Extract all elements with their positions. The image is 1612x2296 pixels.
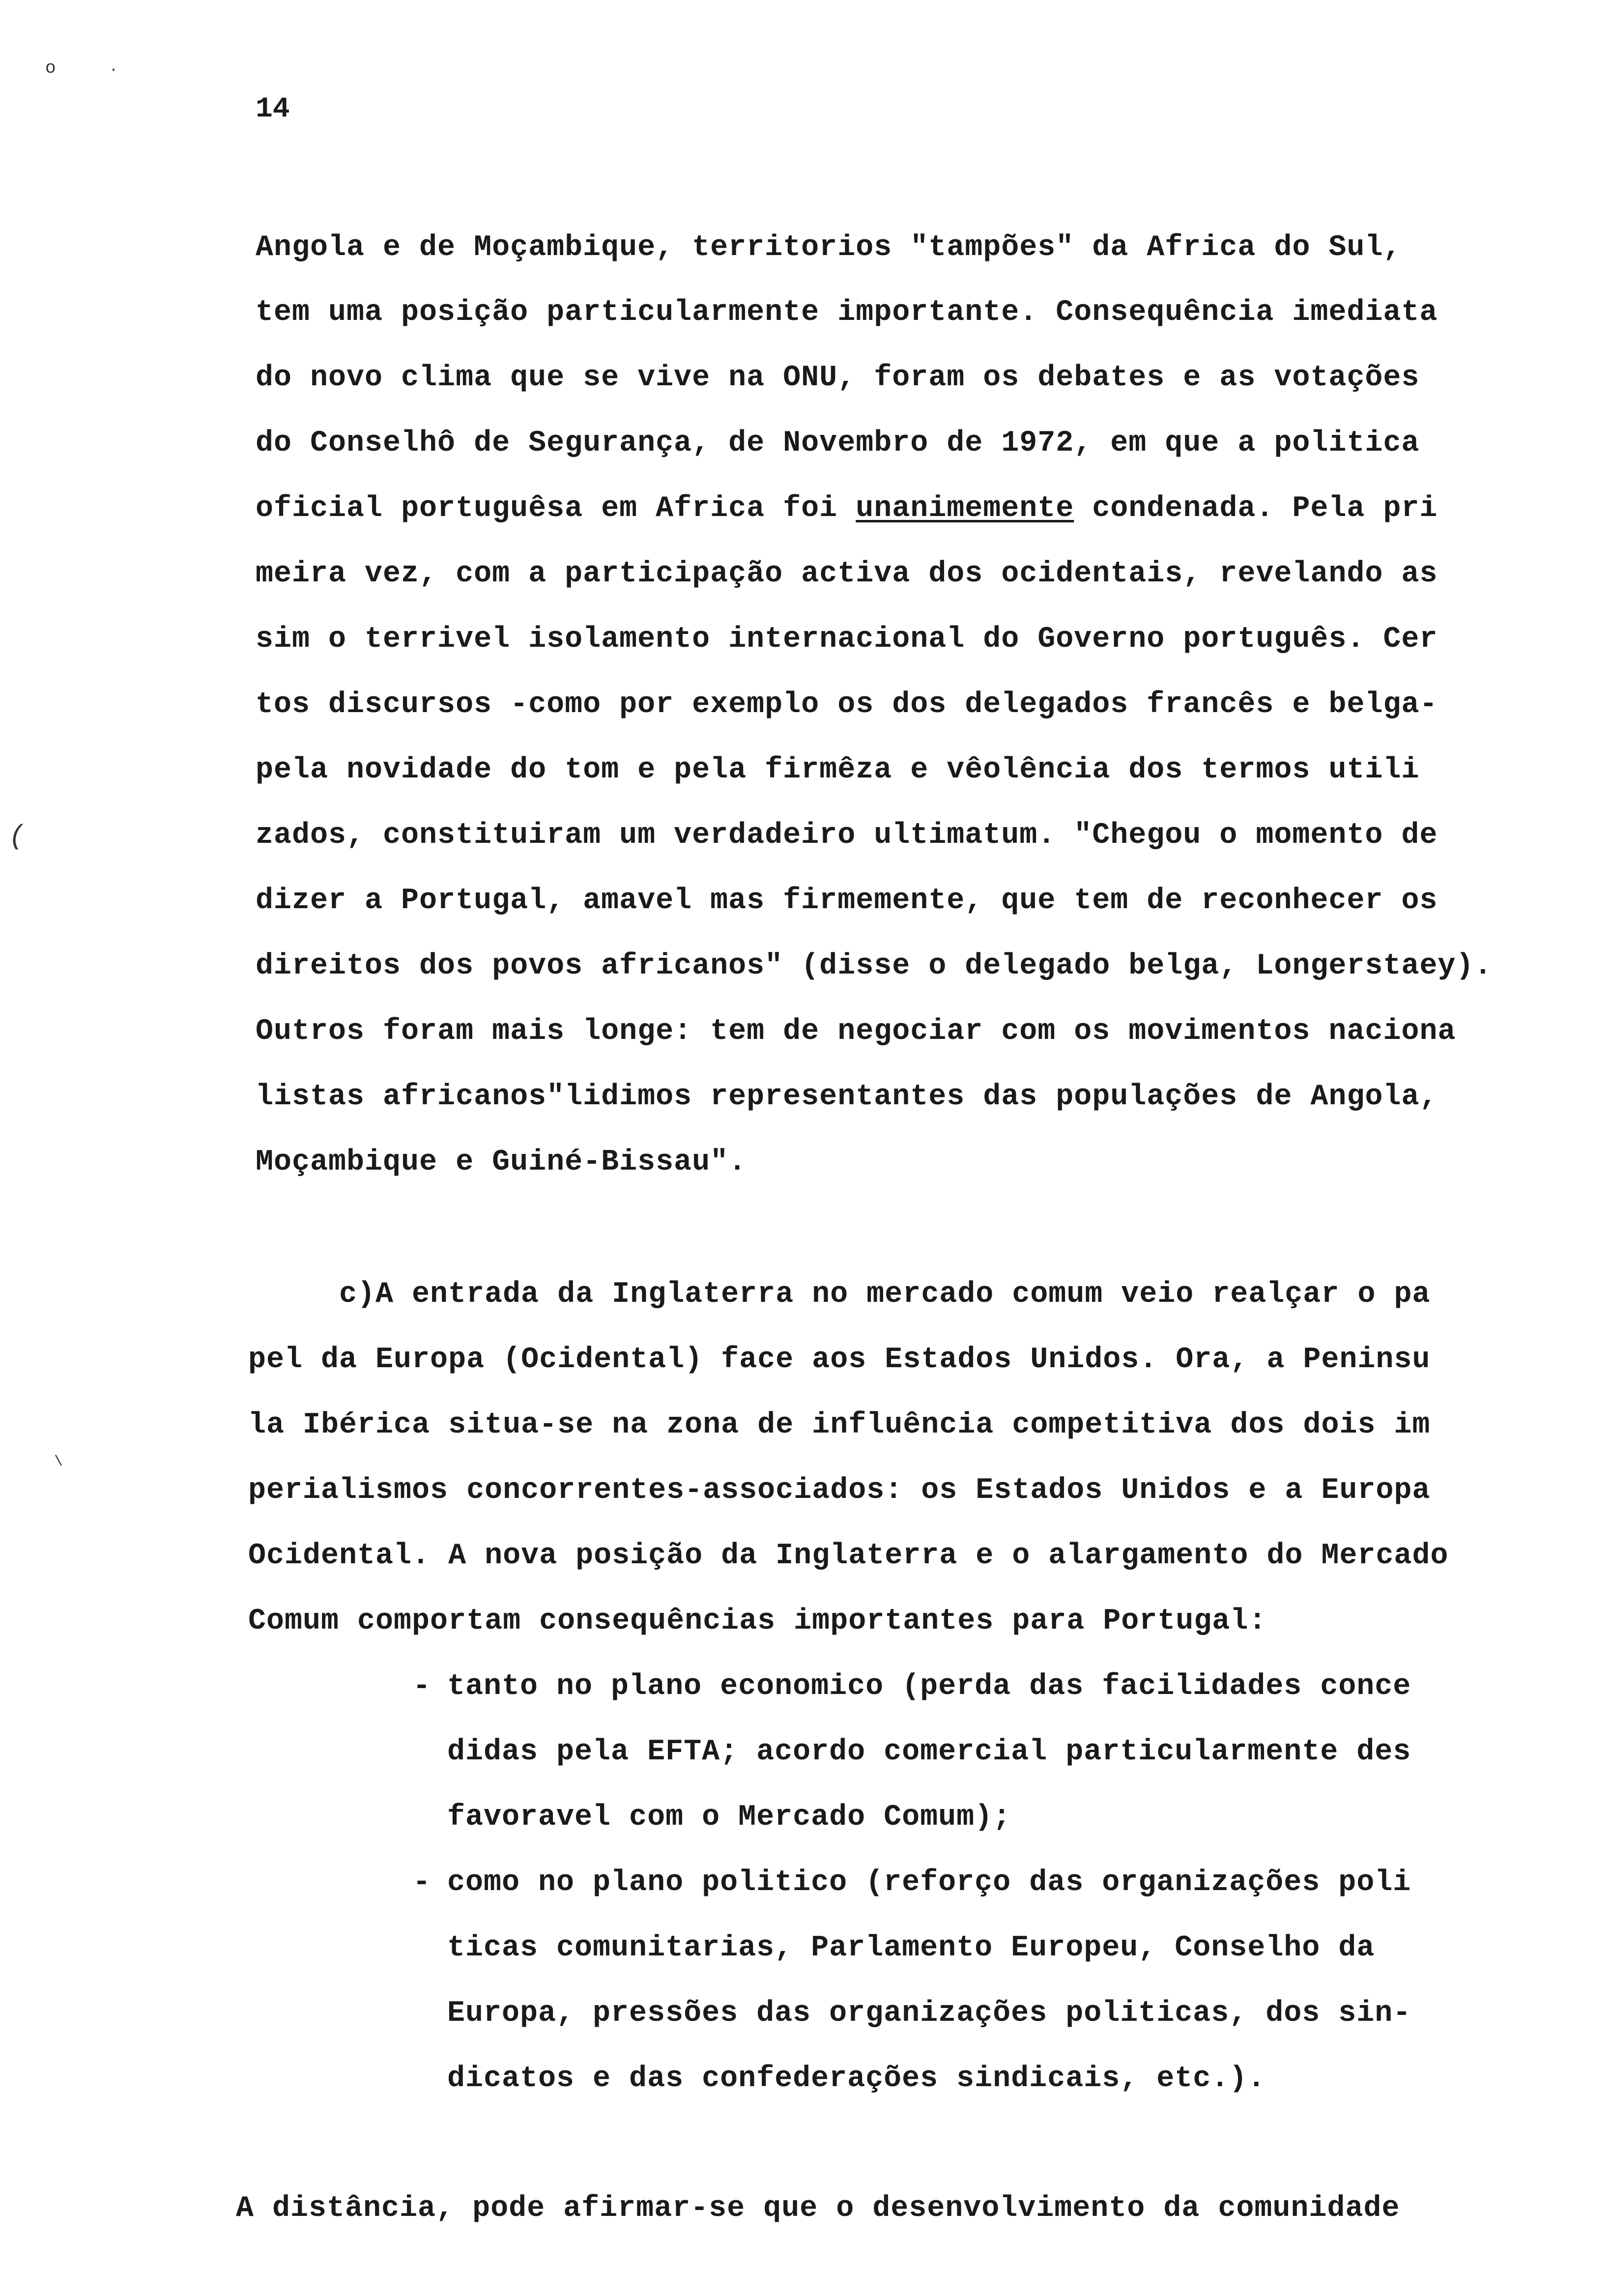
underlined-word: unanimemente — [856, 492, 1074, 525]
list-dash: - — [413, 1670, 432, 1703]
text-line: la Ibérica situa-se na zona de influência competitiva dos dois im — [248, 1408, 1431, 1442]
text-line: dizer a Portugal, amavel mas firmemente, que tem de reconhecer os — [256, 884, 1438, 918]
text-line: direitos dos povos africanos" (disse o delegado belga, Longerstaey). — [256, 949, 1493, 983]
text-line: do novo clima que se vive na ONU, foram os debates e as votações — [256, 361, 1420, 395]
text-line: c)A entrada da Inglaterra no mercado comum veio realçar o pa — [339, 1278, 1431, 1311]
text-line: tem uma posição particularmente importante. Consequência imediata — [256, 296, 1438, 329]
text-line: perialismos concorrentes-associados: os Estados Unidos e a Europa — [248, 1474, 1431, 1507]
text-line: dicatos e das confederações sindicais, etc.). — [447, 2062, 1266, 2095]
margin-mark: o — [45, 58, 56, 78]
margin-mark: \ — [54, 1454, 63, 1470]
text-line: favoravel com o Mercado Comum); — [447, 1801, 1011, 1834]
text-line: ticas comunitarias, Parlamento Europeu, Conselho da — [447, 1931, 1375, 1965]
text-line: tos discursos -como por exemplo os dos delegados francês e belga- — [256, 688, 1438, 721]
text-line: oficial portuguêsa em Africa foi unanimemente condenada. Pela pri — [256, 492, 1438, 525]
text-line: listas africanos"lidimos representantes das populações de Angola, — [256, 1080, 1438, 1114]
text-line: tanto no plano economico (perda das facilidades conce — [447, 1670, 1411, 1703]
text-line: sim o terrivel isolamento internacional do Governo português. Cer — [256, 623, 1438, 656]
text-line: Outros foram mais longe: tem de negociar com os movimentos naciona — [256, 1015, 1456, 1048]
text-line: do Conselhô de Segurança, de Novembro de 1972, em que a politica — [256, 427, 1420, 460]
margin-mark: ( — [9, 821, 26, 852]
text-line: pela novidade do tom e pela firmêza e vêolência dos termos utili — [256, 753, 1420, 787]
text-line: meira vez, com a participação activa dos ocidentais, revelando as — [256, 557, 1438, 591]
text-line: pel da Europa (Ocidental) face aos Estados Unidos. Ora, a Peninsu — [248, 1343, 1431, 1377]
text-line: Angola e de Moçambique, territorios "tampões" da Africa do Sul, — [256, 231, 1402, 264]
list-dash: - — [413, 1866, 432, 1899]
text-line: Moçambique e Guiné-Bissau". — [256, 1146, 747, 1179]
text-line: Comum comportam consequências importantes para Portugal: — [248, 1605, 1267, 1638]
text-line: Ocidental. A nova posição da Inglaterra e o alargamento do Mercado — [248, 1539, 1449, 1573]
text-line: didas pela EFTA; acordo comercial particularmente des — [447, 1735, 1411, 1769]
text-line: zados, constituiram um verdadeiro ultimatum. "Chegou o momento de — [256, 819, 1438, 852]
margin-mark: · — [109, 62, 118, 79]
page-number: 14 — [256, 93, 290, 125]
text-line: como no plano politico (reforço das organizações poli — [447, 1866, 1411, 1899]
text-line: Europa, pressões das organizações politicas, dos sin- — [447, 1997, 1411, 2030]
text-line: A distância, pode afirmar-se que o desenvolvimento da comunidade — [236, 2192, 1400, 2225]
